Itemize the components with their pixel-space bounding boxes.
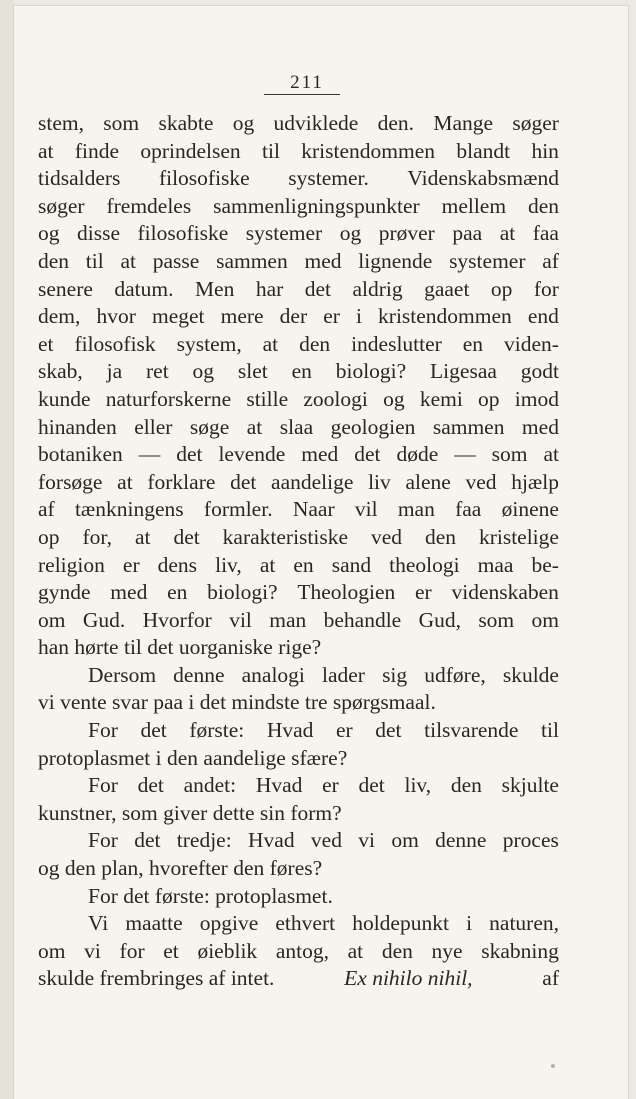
- page-number: 211: [290, 72, 324, 93]
- body-text: [38, 110, 559, 993]
- text-line: For det første: Hvad er det tilsvarende til: [88, 718, 559, 743]
- text-line: den til at passe sammen med lignende systemer af: [38, 248, 559, 273]
- text-line: om vi for et øieblik antog, at den nye skabning: [38, 938, 559, 963]
- text-line: af tænkningens formler. Naar vil man faa øinene: [38, 497, 559, 522]
- text-line: religion er dens liv, at en sand theologi maa be-: [38, 552, 559, 577]
- text-line: og den plan, hvorefter den føres?: [38, 856, 323, 881]
- text-line: tidsalders filosofiske systemer. Videnskabsmænd: [38, 166, 559, 191]
- text-line-main: skulde frembringes af intet.: [38, 966, 275, 991]
- latin-phrase: Ex nihilo nihil,: [344, 966, 473, 991]
- text-line: protoplasmet i den aandelige sfære?: [38, 745, 348, 770]
- text-line: dem, hvor meget mere der er i kristendommen end: [38, 304, 559, 329]
- text-line: stem, som skabte og udviklede den. Mange søger: [38, 111, 559, 135]
- text-line: at finde oprindelsen til kristendommen blandt hin: [38, 138, 559, 163]
- text-line: [38, 965, 559, 993]
- text-line: han hørte til det uorganiske rige?: [38, 635, 322, 660]
- text-line: botaniken — det levende med det døde — som at: [38, 442, 559, 467]
- text-line: om Gud. Hvorfor vil man behandle Gud, som om: [38, 607, 559, 632]
- text-line: For det andet: Hvad er det liv, den skjulte: [88, 773, 559, 798]
- paper-speck: [551, 1064, 555, 1068]
- text-line: For det tredje: Hvad ved vi om denne proces: [88, 828, 559, 853]
- text-line: Vi maatte opgive ethvert holdepunkt i naturen,: [88, 911, 559, 936]
- text-line: senere datum. Men har det aldrig gaaet op for: [38, 276, 559, 301]
- text-line: For det første: protoplasmet.: [88, 883, 333, 908]
- text-line-tail: af: [542, 966, 559, 991]
- text-line: kunstner, som giver dette sin form?: [38, 800, 342, 825]
- text-line: søger fremdeles sammenligningspunkter mellem den: [38, 193, 559, 218]
- text-line: kunde naturforskerne stille zoologi og kemi op imod: [38, 386, 559, 411]
- text-line: forsøge at forklare det aandelige liv alene ved hjælp: [38, 469, 559, 494]
- text-line: vi vente svar paa i det mindste tre spørgsmaal.: [38, 690, 436, 715]
- text-line: gynde med en biologi? Theologien er videnskaben: [38, 580, 559, 605]
- text-line: hinanden eller søge at slaa geologien sammen med: [38, 414, 559, 439]
- text-line: Dersom denne analogi lader sig udføre, skulde: [88, 662, 559, 687]
- text-line: et filosofisk system, at den indeslutter en viden-: [38, 331, 559, 356]
- text-line: op for, at det karakteristiske ved den kristelige: [38, 524, 559, 549]
- page-number-rule: [264, 94, 340, 95]
- text-line: skab, ja ret og slet en biologi? Ligesaa godt: [38, 359, 559, 384]
- page-edge: [0, 0, 14, 1099]
- text-line: og disse filosofiske systemer og prøver paa at faa: [38, 221, 559, 246]
